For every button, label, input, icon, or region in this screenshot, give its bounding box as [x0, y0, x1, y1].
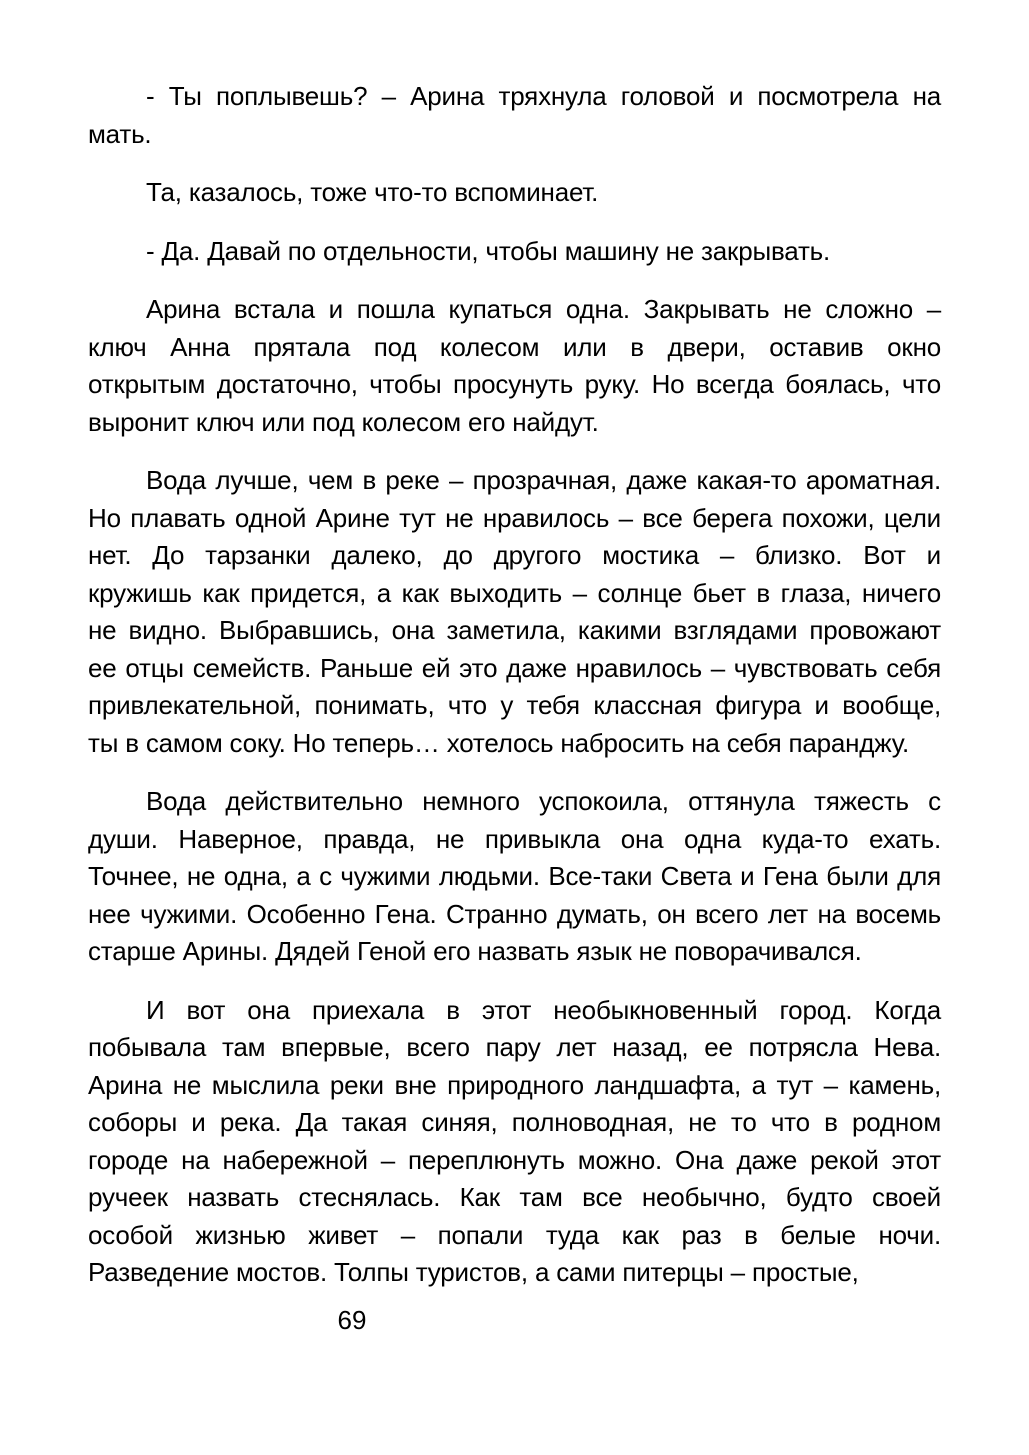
text-line: Вода действительно немного успокоила, оттянула тяжесть с	[146, 786, 941, 816]
text-line: городе на набережной – переплюнуть можно. Она даже рекой этот	[88, 1144, 941, 1175]
text-line: открытым достаточно, чтобы просунуть руку. Но всегда боялась, что	[88, 369, 941, 399]
text-line: нее чужими. Особенно Гена. Странно думать, он всего лет на восемь	[88, 898, 941, 929]
text-line: выронит ключ или под колесом его найдут.	[88, 406, 599, 437]
paragraph	[88, 78, 941, 153]
page-number: 69	[337, 1305, 367, 1335]
text-line: - Да. Давай по отдельности, чтобы машину не закрывать.	[146, 235, 831, 266]
text-line: Та, казалось, тоже что-то вспоминает.	[146, 177, 599, 207]
text-line: ее отцы семейств. Раньше ей это даже нравилось – чувствовать себя	[88, 652, 941, 683]
text-line: особой жизнью живет – попали туда как раз в белые ночи.	[88, 1219, 941, 1250]
paragraph	[88, 783, 941, 971]
paragraph	[88, 992, 941, 1292]
text-line: побывала там впервые, всего пару лет назад, ее потрясла Нева.	[88, 1032, 941, 1062]
paragraph	[88, 462, 941, 762]
text-line: Вода лучше, чем в реке – прозрачная, даже какая-то ароматная.	[146, 465, 941, 495]
text-line: души. Наверное, правда, не привыкла она одна куда-то ехать.	[88, 823, 941, 854]
text-line: ручеек назвать стеснялась. Как там все необычно, будто своей	[88, 1182, 941, 1212]
paragraph	[88, 233, 941, 271]
text-line: Но плавать одной Арине тут не нравилось – все берега похожи, цели	[88, 502, 941, 533]
text-line: Разведение мостов. Толпы туристов, а сами питерцы – простые,	[88, 1257, 859, 1287]
text-line: мать.	[88, 118, 152, 149]
text-line: И вот она приехала в этот необыкновенный город. Когда	[146, 994, 941, 1025]
text-line: ты в самом соку. Но теперь… хотелось набросить на себя паранджу.	[88, 727, 909, 758]
text-line: Арина встала и пошла купаться одна. Закрывать не сложно –	[146, 294, 941, 324]
text-block	[88, 78, 941, 1292]
text-line: Точнее, не одна, а с чужими людьми. Все-таки Света и Гена были для	[88, 861, 941, 891]
text-line: соборы и река. Да такая синяя, полноводная, не то что в родном	[88, 1107, 941, 1137]
text-line: нет. До тарзанки далеко, до другого мостика – близко. Вот и	[88, 540, 941, 570]
text-line: кружишь как придется, а как выходить – солнце бьет в глаза, ничего	[88, 577, 941, 608]
text-line: - Ты поплывешь? – Арина тряхнула головой и посмотрела на	[146, 81, 941, 111]
text-line: привлекательной, понимать, что у тебя классная фигура и вообще,	[88, 690, 941, 720]
text-line: старше Арины. Дядей Геной его назвать язык не поворачивался.	[88, 936, 862, 966]
paragraph	[88, 174, 941, 212]
paragraph	[88, 291, 941, 441]
text-line: не видно. Выбравшись, она заметила, какими взглядами провожают	[88, 615, 941, 645]
text-line: ключ Анна прятала под колесом или в двери, оставив окно	[88, 331, 941, 362]
text-line: Арина не мыслила реки вне природного ландшафта, а тут – камень,	[88, 1069, 941, 1100]
